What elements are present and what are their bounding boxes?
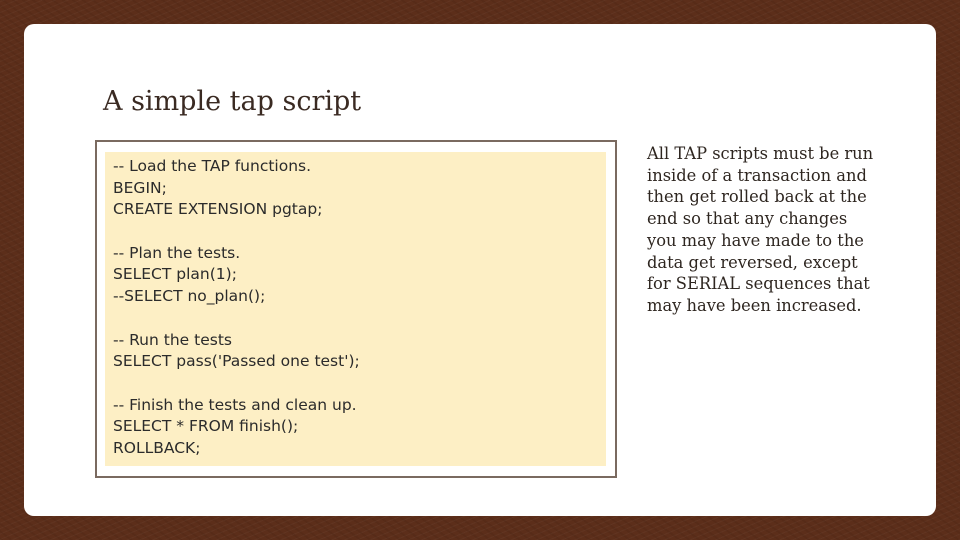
code-block — [105, 152, 606, 466]
code-line: SELECT pass('Passed one test'); — [113, 352, 360, 371]
code-line: BEGIN; — [113, 178, 167, 197]
code-line: ROLLBACK; — [113, 438, 201, 457]
code-line: -- Plan the tests. — [113, 243, 241, 262]
code-line-blank — [113, 373, 606, 395]
code-line-blank — [113, 221, 606, 243]
code-line: -- Run the tests — [113, 330, 232, 349]
slide-title: A simple tap script — [103, 86, 362, 117]
code-line: SELECT plan(1); — [113, 265, 237, 284]
code-line: SELECT * FROM finish(); — [113, 417, 299, 436]
code-frame — [95, 140, 617, 478]
side-note: All TAP scripts must be run inside of a transaction and then get rolled back at the end so that any changes you may have made to the data get reversed, except for SERIAL sequences that may have been increased. — [647, 144, 874, 315]
code-line-blank — [113, 308, 606, 330]
code-line: -- Load the TAP functions. — [113, 157, 312, 175]
slide — [24, 24, 936, 516]
code-line: --SELECT no_plan(); — [113, 287, 266, 306]
code-line: CREATE EXTENSION pgtap; — [113, 200, 323, 219]
code-line: -- Finish the tests and clean up. — [113, 395, 357, 414]
